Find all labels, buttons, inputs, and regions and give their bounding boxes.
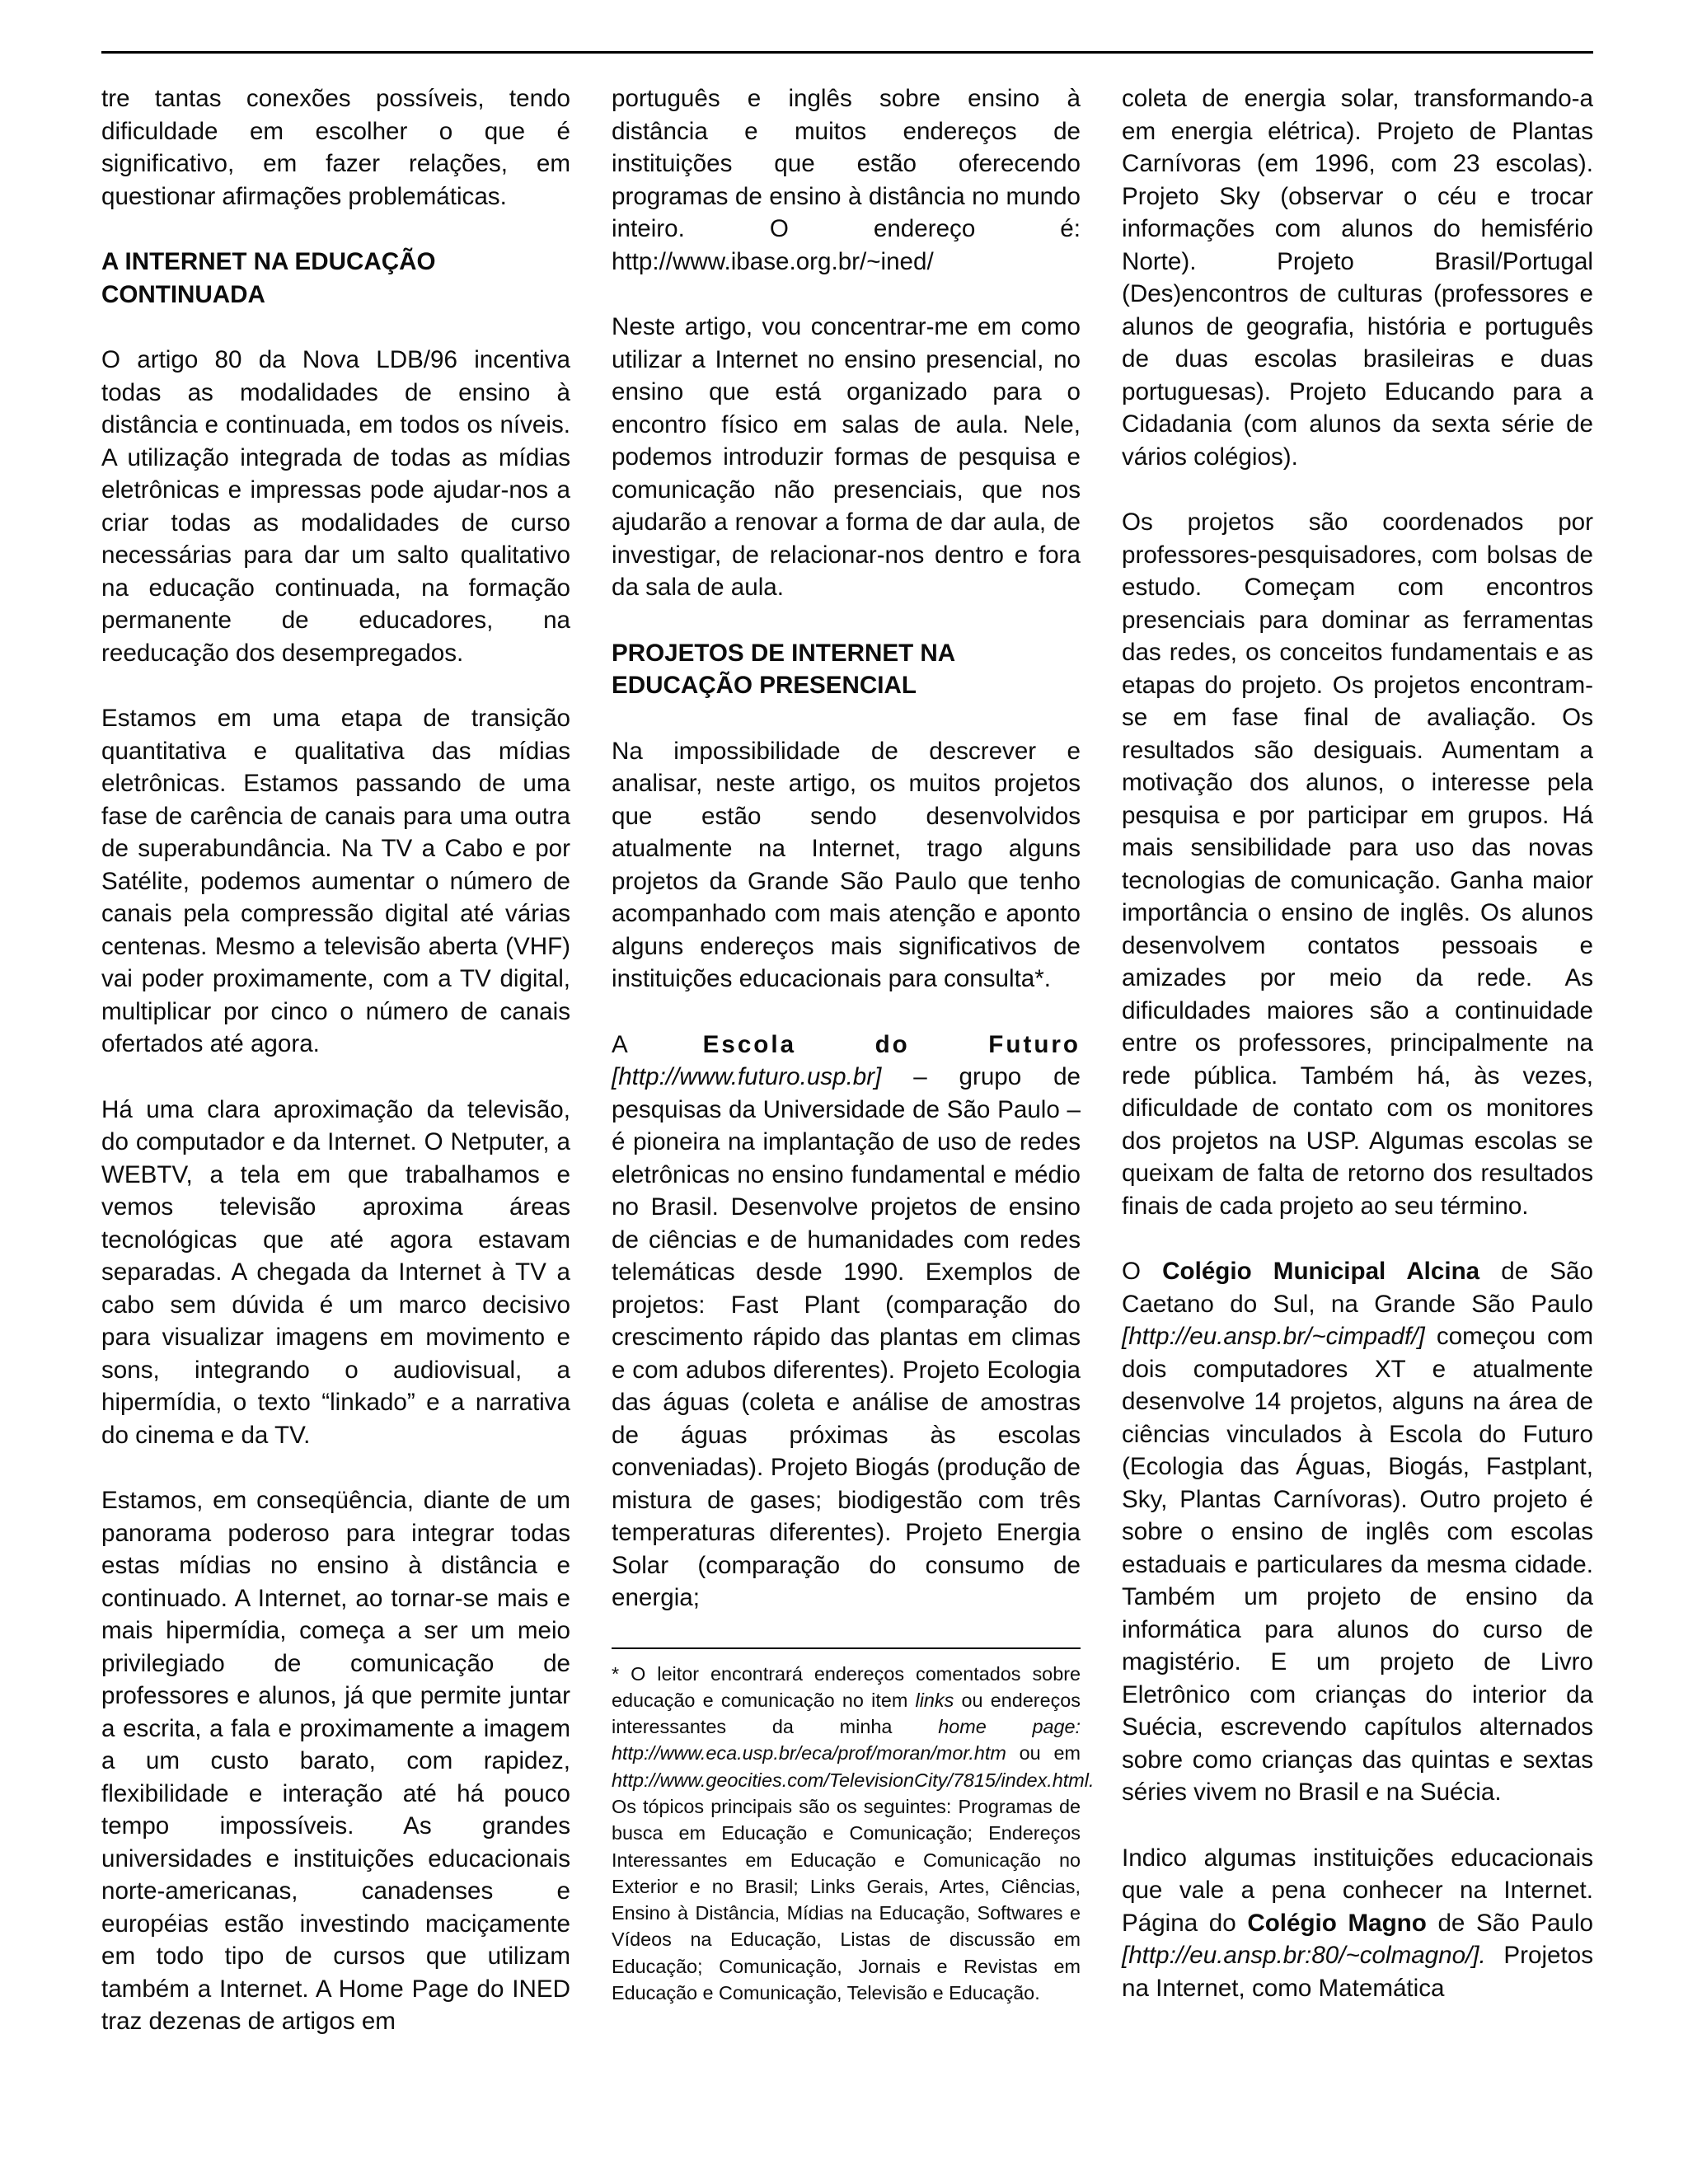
paragraph: português e inglês sobre ensino à distância e muitos endereços de instituições que estão oferecendo programas de ensino à distância no mundo inteiro. O endereço é: http://www.ibase.org.br/~ined/ [612, 85, 1081, 275]
url-link[interactable]: home page: http://www.eca.usp.br/eca/prof/moran/mor.htm [612, 1716, 1081, 1765]
footnote [612, 1661, 1095, 2007]
paragraph: O artigo 80 da Nova LDB/96 incentiva todas as modalidades de ensino à distância e continuada, em todos os níveis. A utilização integrada de todas as mídias eletrônicas e impressas pode ajudar-nos a criar todas as modalidades de curso necessárias para dar um salto qualitativo na educação continuada, na formação permanente de educadores, na reeducação dos desempregados. [101, 346, 570, 667]
section-heading: PROJETOS DE INTERNET NA EDUCAÇÃO PRESENCIAL [612, 639, 955, 699]
text-run: começou com dois computadores XT e atualmente desenvolve 14 projetos, alguns na área de ciências vinculados à Escola do Futuro (Ecologia das Águas, Biogás, Fastplant, Sky, Plantas Carnívoras). Outro projeto é sobre o ensino de inglês com escolas estaduais e particulares da mesma cidade. Também um projeto de ensino da informática para alunos do curso de magistério. E um projeto de Livro Eletrônico com crianças do interior da Suécia, escrevendo capítulos alternados sobre como crianças das quintas e sextas séries vivem no Brasil e na Suécia. [1122, 1323, 1593, 1806]
column-middle [612, 82, 1095, 2039]
top-rule [101, 51, 1593, 54]
paragraph: tre tantas conexões possíveis, tendo dificuldade em escolher o que é significativo, em fazer relações, em questionar afirmações problemáticas. [101, 85, 570, 210]
paragraph: coleta de energia solar, transformando-a em energia elétrica). Projeto de Plantas Carnívoras (em 1996, com 23 escolas). Projeto Sky (observar o céu e trocar informações com alunos do hemisfério Norte). Projeto Brasil/Portugal (Des)encontros de culturas (professores e alunos de geografia, história e português de duas escolas brasileiras e duas portuguesas). Projeto Educando para a Cidadania (com alunos da sexta série de vários colégios). [1122, 85, 1593, 471]
url-link[interactable]: [http://www.futuro.usp.br] [612, 1063, 882, 1090]
column-left [101, 82, 570, 2071]
column-right [1122, 82, 1593, 2037]
paragraph [1122, 1842, 1593, 2005]
paragraph [1122, 1255, 1593, 1809]
text-run: A [612, 1030, 627, 1058]
text-run: O [1122, 1258, 1142, 1285]
text-run: Os tópicos principais são os seguintes: Programas de busca em Educação e Comunicação; Endereços Interessantes em Educação e Comunicação no Exterior e no Brasil; Links Gerais, Artes, Ciências, Ensino à Distância, Mídias na Educação, Softwares e Vídeos na Educação, Listas de discussão em Educação; Comunicação, Jornais e Revistas em Educação e Comunicação, Televisão e Educação. [612, 1795, 1081, 2004]
text-run: links [915, 1689, 954, 1711]
url-link[interactable]: [http://eu.ansp.br/~cimpadf/] [1122, 1323, 1425, 1350]
text-run: – grupo de pesquisas da Universidade de São Paulo – é pioneira na implantação de uso de redes eletrônicas no ensino fundamental e médio no Brasil. Desenvolve projetos de ensino de ciências e de humanidades com redes telemáticas desde 1990. Exemplos de projetos: Fast Plant (comparação do crescimento rápido das plantas em climas e com adubos diferentes). Projeto Ecologia das águas (coleta e análise de amostras de águas próximas às escolas conveniadas). Projeto Biogás (produção de mistura de gases; biodigestão com três temperaturas diferentes). Projeto Energia Solar (comparação do consumo de energia; [612, 1063, 1081, 1611]
text-run: ou endereços interessantes da minha [612, 1689, 1081, 1738]
text-run: * O leitor encontrará endereços comentados sobre educação e comunicação no item [612, 1662, 1081, 1711]
paragraph: Na impossibilidade de descrever e analisar, neste artigo, os muitos projetos que estão sendo desenvolvidos atualmente na Internet, trago alguns projetos da Grande São Paulo que tenho acompanhado com mais atenção e aponto alguns endereços mais significativos de instituições educacionais para consulta*. [612, 737, 1081, 992]
paragraph: Neste artigo, vou concentrar-me em como utilizar a Internet no ensino presencial, no ensino que está organizado para o encontro físico em salas de aula. Nele, podemos introduzir formas de pesquisa e comunicação não presenciais, que nos ajudarão a renovar a forma de dar aula, de investigar, de relacionar-nos dentro e fora da sala de aula. [612, 313, 1081, 601]
institution-name: Colégio Magno [1247, 1909, 1427, 1937]
url-link[interactable]: [http://eu.ansp.br:80/~colmagno/]. [1122, 1942, 1486, 1969]
paragraph [612, 1029, 1081, 1615]
url-link[interactable]: http://www.geocities.com/TelevisionCity/7815/index.html. [612, 1769, 1095, 1791]
text-run: Indico algumas instituições educacionais que vale a pena conhecer na Internet. Página do [1122, 1844, 1593, 1937]
text-run: Projetos na Internet, como Matemática [1122, 1942, 1593, 2002]
institution-name: Escola do Futuro [702, 1030, 1081, 1058]
paragraph: Os projetos são coordenados por professores-pesquisadores, com bolsas de estudo. Começam com encontros presenciais para dominar as ferramentas das redes, os conceitos fundamentais e as etapas do projeto. Os projetos encontram-se em fase final de avaliação. Os resultados são desiguais. Aumentam a motivação dos alunos, o interesse pela pesquisa e por participar em grupos. Há mais sensibilidade para uso das novas tecnologias de comunicação. Ganha maior importância o ensino de inglês. Os alunos desenvolvem contatos pessoais e amizades por meio da rede. As dificuldades maiores são a continuidade entre os professores, principalmente na rede pública. Também há, às vezes, dificuldade de contato com os monitores dos projetos na USP. Algumas escolas se queixam de falta de retorno dos resultados finais de cada projeto ao seu término. [1122, 509, 1593, 1220]
text-run: ou em [1019, 1742, 1081, 1765]
text-run: de São Paulo [1437, 1909, 1593, 1937]
paragraph: Há uma clara aproximação da televisão, do computador e da Internet. O Netputer, a WEBTV, a tela em que trabalhamos e vemos televisão aproxima áreas tecnológicas que até agora estavam separadas. A chegada da Internet à TV a cabo sem dúvida é um marco decisivo para visualizar imagens em movimento e sons, integrando o audiovisual, a hipermídia, o texto “linkado” e a narrativa do cinema e da TV. [101, 1095, 570, 1449]
text-run: de São Caetano do Sul, na Grande São Paulo [1122, 1258, 1593, 1318]
paragraph: Estamos, em conseqüência, diante de um panorama poderoso para integrar todas estas mídias no ensino à distância e continuado. A Internet, ao tornar-se mais e mais hipermídia, começa a ser um meio privilegiado de comunicação de professores e alunos, já que permite juntar a escrita, a fala e proximamente a imagem a um custo barato, com rapidez, flexibilidade e interação até há pouco tempo impossíveis. As grandes universidades e instituições educacionais norte-americanas, canadenses e européias estão investindo maciçamente em todo tipo de cursos que utilizam também a Internet. A Home Page do INED traz dezenas de artigos em [101, 1487, 570, 2035]
section-heading: A INTERNET NA EDUCAÇÃO CONTINUADA [101, 248, 436, 308]
footnote-rule [612, 1647, 1081, 1649]
paragraph: Estamos em uma etapa de transição quantitativa e qualitativa das mídias eletrônicas. Estamos passando de uma fase de carência de canais para uma outra de superabundância. Na TV a Cabo e por Satélite, podemos aumentar o número de canais pela compressão digital até várias centenas. Mesmo a televisão aberta (VHF) vai poder proximamente, com a TV digital, multiplicar por cinco o número de canais ofertados até agora. [101, 705, 570, 1057]
institution-name: Colégio Municipal Alcina [1162, 1258, 1480, 1285]
